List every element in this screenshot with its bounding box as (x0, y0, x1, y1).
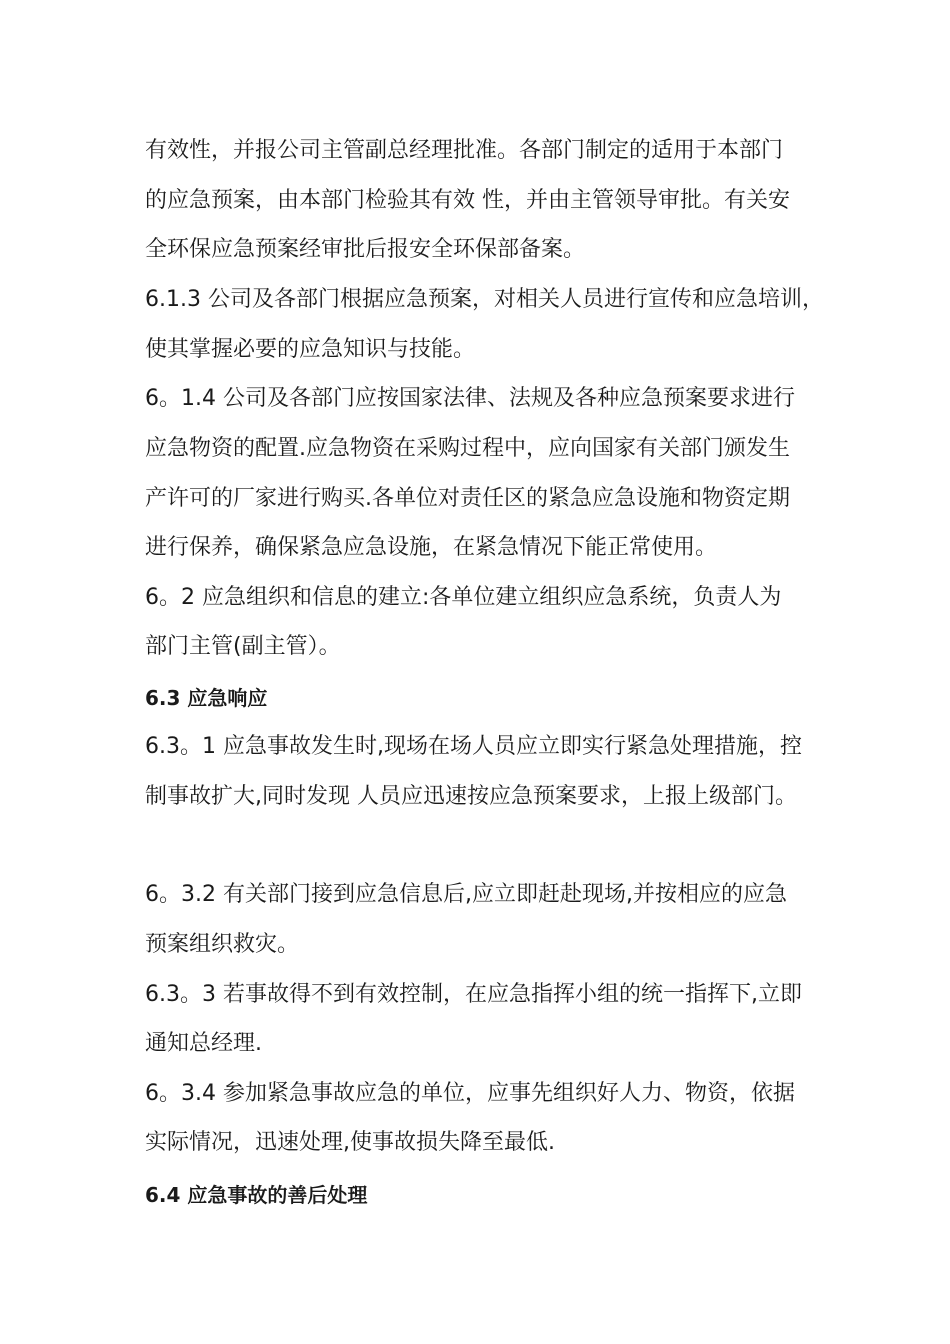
section-heading: 6.3 应急响应 (145, 686, 268, 710)
text-line: 6.1.3 公司及各部门根据应急预案，对相关人员进行宣传和应急培训， (145, 287, 824, 312)
text-line: 部门主管(副主管）。 (145, 634, 341, 659)
text-line: 产许可的厂家进行购买.各单位对责任区的紧急应急设施和物资定期 (145, 486, 790, 511)
text-line: 的应急预案，由本部门检验其有效 性，并由主管领导审批。有关安 (145, 188, 790, 213)
text-line: 有效性，并报公司主管副总经理批准。各部门制定的适用于本部门 (145, 138, 784, 163)
text-line: 应急物资的配置.应急物资在采购过程中，应向国家有关部门颁发生 (145, 436, 790, 461)
text-line: 6.3。1 应急事故发生时,现场在场人员应立即实行紧急处理措施，控 (145, 734, 802, 759)
text-line: 进行保养，确保紧急应急设施，在紧急情况下能正常使用。 (145, 535, 718, 560)
text-line: 6。1.4 公司及各部门应按国家法律、法规及各种应急预案要求进行 (145, 386, 795, 411)
text-line: 全环保应急预案经审批后报安全环保部备案。 (145, 237, 586, 262)
section-heading: 6.4 应急事故的善后处理 (145, 1183, 368, 1207)
text-line: 实际情况，迅速处理,使事故损失降至最低. (145, 1130, 555, 1155)
text-line: 使其掌握必要的应急知识与技能。 (145, 337, 476, 362)
text-line: 预案组织救灾。 (145, 932, 300, 957)
text-line: 6.3。3 若事故得不到有效控制，在应急指挥小组的统一指挥下,立即 (145, 982, 802, 1007)
text-line: 制事故扩大,同时发现 人员应迅速按应急预案要求，上报上级部门。 (145, 784, 797, 809)
text-line: 6。2 应急组织和信息的建立:各单位建立组织应急系统，负责人为 (145, 585, 782, 610)
text-line: 通知总经理. (145, 1031, 262, 1056)
text-line: 6。3.2 有关部门接到应急信息后,应立即赶赴现场,并按相应的应急 (145, 882, 787, 907)
text-line: 6。3.4 参加紧急事故应急的单位，应事先组织好人力、物资，依据 (145, 1081, 795, 1106)
